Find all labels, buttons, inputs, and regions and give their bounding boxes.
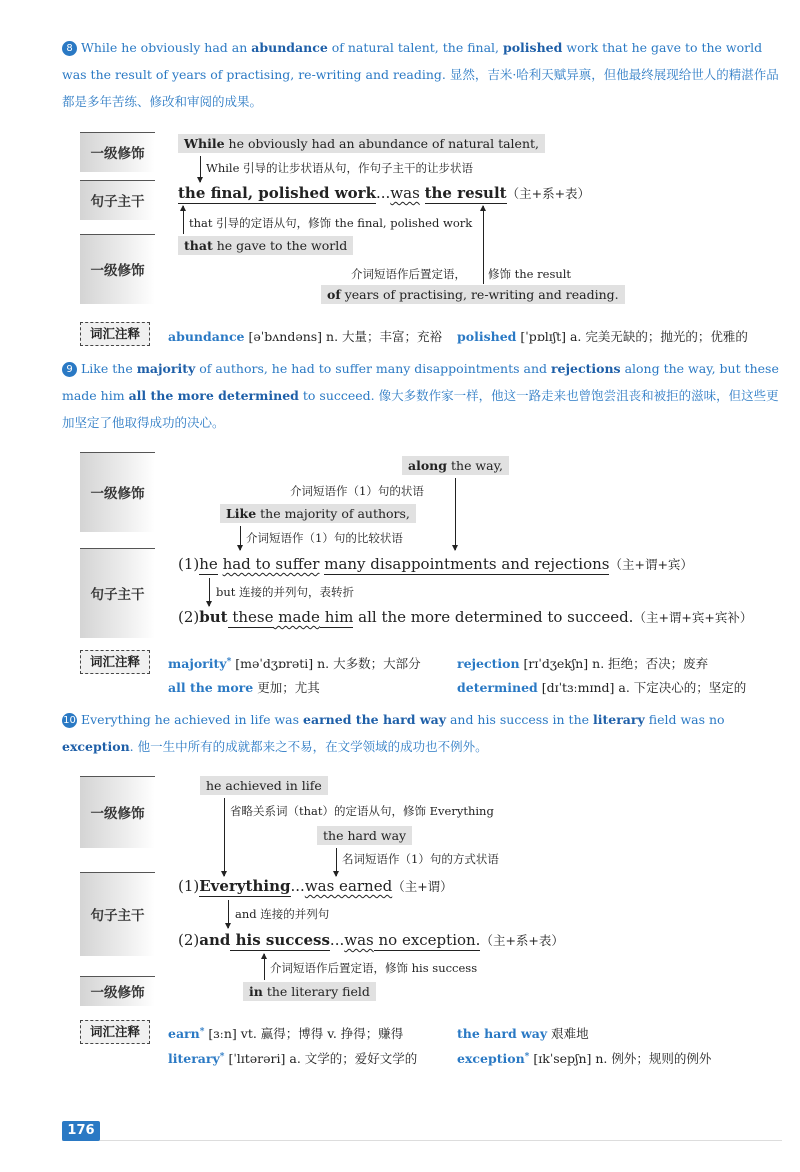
annotation: 介词短语作后置定语，修饰 his success [270, 961, 478, 975]
keyword: rejections [550, 361, 621, 376]
sentence-number-badge: 9 [62, 362, 77, 377]
arrow-up-icon [183, 206, 184, 234]
predicative: no exception. [373, 931, 481, 949]
level-label-modifier: 一级修饰 [80, 234, 155, 304]
vocab-definition: [dɪˈtɜːmɪnd] a. 下定决心的；坚定的 [537, 680, 747, 695]
vocab-definition: 艰难地 [547, 1026, 589, 1041]
object: him [319, 608, 354, 626]
vocab-definition: [ˈlɪtərəri] a. 文学的；爱好文学的 [224, 1051, 418, 1066]
level-label-core: 句子主干 [80, 548, 155, 638]
vocab-definition: [ɜːn] vt. 赢得；博得 v. 挣得；赚得 [204, 1026, 404, 1041]
annotation: but 连接的并列句，表转折 [216, 585, 355, 599]
annotation: and 连接的并列句 [235, 907, 330, 921]
phrase-like [220, 504, 416, 523]
text: Like the [81, 361, 137, 376]
text: years of practising, re-writing and reading. [340, 287, 619, 302]
subject: Everything [199, 877, 291, 895]
text: ... [290, 877, 305, 895]
object: many disappointments and rejections [324, 555, 610, 573]
main-clause-1 [178, 877, 453, 895]
vocab-label: 词汇注释 [80, 322, 150, 346]
main-clause [178, 184, 590, 202]
text: the way, [447, 458, 503, 473]
arrow-down-icon [336, 848, 337, 876]
sentence-number-badge: 10 [63, 715, 76, 726]
text: work that he gave to the world was the result of years of practising, re-writing and reading. [62, 40, 763, 82]
annotation: 介词短语作后置定语， [351, 267, 466, 281]
vocab-definition: [rɪˈdʒekʃn] n. 拒绝；否决；废弃 [519, 656, 709, 671]
sentence-9-paragraph [62, 355, 784, 436]
text: he obviously had an abundance of natural talent, [224, 136, 539, 151]
sentence-10-paragraph [62, 706, 784, 760]
main-clause-2 [178, 931, 564, 949]
level-label-core: 句子主干 [80, 872, 155, 956]
text: ... [329, 931, 345, 949]
subject: these [227, 608, 274, 626]
text: field was no [644, 712, 725, 727]
subject: the final, polished work [178, 184, 376, 202]
complement: all the more determined to succeed. [353, 608, 634, 626]
annotation: 介词短语作（1）句的状语 [290, 484, 424, 498]
subject: he [199, 555, 218, 573]
text: along [408, 458, 448, 473]
structure-tag: （主+系+表） [480, 933, 564, 948]
level-label-modifier: 一级修饰 [80, 976, 155, 1006]
vocab-entry [168, 1049, 417, 1067]
text: (2) [178, 608, 200, 626]
arrow-down-icon [200, 156, 201, 182]
sentence-number-badge: 8 [62, 41, 77, 56]
text: of natural talent, the final, [327, 40, 503, 55]
level-label-modifier: 一级修饰 [80, 132, 155, 172]
text: (2) [178, 931, 200, 949]
verb: made [273, 608, 320, 626]
vocab-definition: [məˈdʒɒrəti] n. 大多数；大部分 [231, 656, 421, 671]
arrow-up-icon [264, 954, 265, 980]
text: in [249, 984, 263, 999]
keyword: literary [593, 712, 645, 727]
text: Everything he achieved in life was [81, 712, 304, 727]
verb: had to suffer [222, 555, 320, 573]
phrase-of [321, 285, 625, 304]
annotation: 名词短语作（1）句的方式状语 [342, 852, 499, 866]
star-icon: * [199, 1027, 205, 1037]
annotation: 省略关系词（that）的定语从句，修饰 Everything [230, 804, 494, 818]
text: While [184, 136, 225, 151]
main-clause-2 [178, 608, 752, 626]
arrow-up-icon [483, 206, 484, 284]
level-label-modifier: 一级修饰 [80, 452, 155, 532]
vocab-word: exception [457, 1051, 525, 1066]
verb: was earned [304, 877, 393, 895]
arrow-down-icon [455, 478, 456, 550]
vocab-word: literary [168, 1051, 220, 1066]
text: While he obviously had an [81, 40, 252, 55]
star-icon: * [226, 657, 232, 667]
annotation: 介词短语作（1）句的比较状语 [246, 531, 403, 545]
keyword: majority [136, 361, 196, 376]
arrow-down-icon [224, 798, 225, 876]
text [420, 184, 425, 202]
text: of authors, he had to suffer many disappointments and [195, 361, 551, 376]
vocab-word: polished [457, 329, 517, 344]
footer-divider [62, 1140, 782, 1141]
level-label-core: 句子主干 [80, 180, 155, 220]
level-label-modifier: 一级修饰 [80, 776, 155, 848]
text: . [129, 739, 138, 754]
phrase-in [243, 982, 376, 1001]
star-icon: * [219, 1052, 225, 1062]
subject: his success [230, 931, 330, 949]
vocab-word: the hard way [457, 1026, 548, 1041]
vocab-entry [457, 678, 746, 696]
vocab-label: 词汇注释 [80, 650, 150, 674]
structure-tag: （主+谓+宾+宾补） [633, 610, 753, 625]
arrow-down-icon [228, 900, 229, 928]
vocab-entry [168, 678, 320, 696]
vocab-entry [457, 654, 708, 672]
text: ... [375, 184, 391, 202]
text: that [184, 238, 213, 253]
text: the literary field [262, 984, 370, 999]
text: (1) [178, 877, 200, 895]
verb: was [390, 184, 420, 202]
verb: was [344, 931, 374, 949]
text: the majority of authors, [256, 506, 410, 521]
vocab-definition: [əˈbʌndəns] n. 大量；丰富；充裕 [244, 329, 443, 344]
vocab-entry [168, 1024, 403, 1042]
structure-tag: （主+谓） [392, 879, 453, 894]
vocab-definition: [ɪkˈsepʃn] n. 例外；规则的例外 [529, 1051, 712, 1066]
annotation: that 引导的定语从句，修饰 the final, polished work [189, 216, 473, 230]
phrase-hard-way: the hard way [317, 826, 412, 845]
arrow-down-icon [240, 526, 241, 550]
text: to succeed. [298, 388, 379, 403]
vocab-word: abundance [168, 329, 245, 344]
vocab-word: determined [457, 680, 538, 695]
sentence-8-paragraph [62, 34, 784, 115]
vocab-definition: [ˈpɒlɪʃt] a. 完美无缺的；抛光的；优雅的 [516, 329, 748, 344]
chinese-translation: 他一生中所有的成就都来之不易，在文学领域的成功也不例外。 [137, 739, 488, 754]
text: Like [226, 506, 257, 521]
vocab-entry [168, 654, 421, 672]
phrase-along [402, 456, 509, 475]
vocab-label: 词汇注释 [80, 1020, 150, 1044]
annotation: While 引导的让步状语从句，作句子主干的让步状语 [206, 161, 474, 175]
vocab-definition: 更加；尤其 [253, 680, 320, 695]
clause-that [178, 236, 353, 255]
structure-tag: （主+系+表） [506, 186, 591, 201]
text: he gave to the world [212, 238, 348, 253]
arrow-down-icon [209, 578, 210, 606]
annotation: 修饰 the result [488, 267, 572, 281]
chinese-translation: 像大多数作家一样，他这一路走来也曾饱尝沮丧和被拒的滋味，但这些更加坚定了他取得成功的决心。 [62, 388, 779, 430]
keyword: all the more determined [128, 388, 299, 403]
keyword: abundance [251, 40, 328, 55]
keyword: earned the hard way [303, 712, 446, 727]
page-number: 176 [62, 1121, 100, 1141]
keyword: polished [502, 40, 563, 55]
text: and his success in the [445, 712, 593, 727]
main-clause-1 [178, 555, 693, 573]
clause-while [178, 134, 545, 153]
vocab-entry [457, 1049, 711, 1067]
predicative: the result [424, 184, 507, 202]
vocab-entry [457, 1024, 589, 1042]
vocab-entry [457, 327, 748, 345]
chinese-translation: 显然，吉米·哈利天赋异禀，但他最终展现给世人的精湛作品都是多年苦练、修改和审阅的成果。 [62, 67, 779, 109]
vocab-word: all the more [168, 680, 254, 695]
keyword: exception [62, 739, 130, 754]
vocab-word: majority [168, 656, 227, 671]
text: of [327, 287, 341, 302]
vocab-entry [168, 327, 442, 345]
conjunction: and [199, 931, 231, 949]
conjunction: but [199, 608, 228, 626]
text: along the way, but these made him [62, 361, 779, 403]
text: (1) [178, 555, 200, 573]
clause-achieved: he achieved in life [200, 776, 328, 795]
star-icon: * [524, 1052, 530, 1062]
structure-tag: （主+谓+宾） [609, 557, 693, 572]
vocab-word: earn [168, 1026, 200, 1041]
vocab-word: rejection [457, 656, 520, 671]
